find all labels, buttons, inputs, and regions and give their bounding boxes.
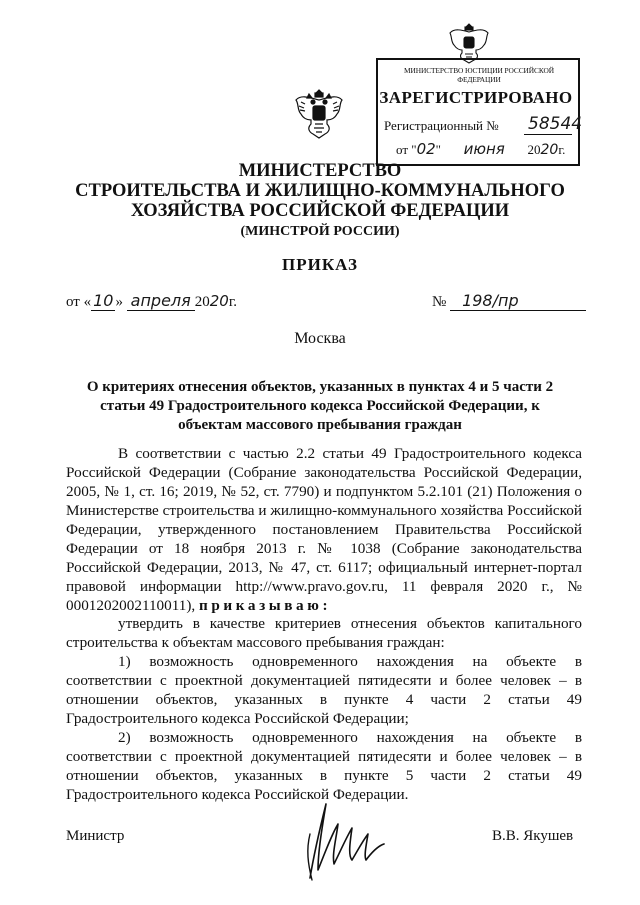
document-type: ПРИКАЗ <box>282 255 358 274</box>
header-ministry: МИНИСТЕРСТВО <box>238 161 402 181</box>
stamp-date-day: 02 <box>416 140 436 158</box>
stamp-date-month: июня <box>463 140 505 158</box>
paragraph: 1) возможность одновременного нахождения на объекте в соответствии с проектной документацией пятидесяти и более человек – в отношении объектов, указанных в пункте 4 части 2 статьи 49 Градостроительного кодекса Российской Федерации; <box>66 653 582 727</box>
signature-icon <box>292 794 392 889</box>
order-word: приказываю: <box>199 597 332 614</box>
city: Москва <box>294 330 346 347</box>
preamble: В соответствии с частью 2.2 статьи 49 Градостроительного кодекса Российской Федерации (Собрание законодательства Российской Федерации, 2005, № 1, ст. 16; 2019, № 52, ст. 7790) и подпунктом 5.2.101 (21) Положения о Министерстве строительства и жилищно-коммунального хозяйства Российской Федерации, утвержденного постановлением Правительства Российской Федерации от 18 ноября 2013 г. № 1038 (Собрание законодательства Российской Федерации, 2013, № 47, ст. 6117; официальный интернет-портал правовой информации http://www.pravo.gov.ru, 11 февраля 2020 г., № 0001202002110011), приказываю: <box>66 445 582 614</box>
document-title: О критериях отнесения объектов, указанных в пунктах 4 и 5 части 2 статьи 49 Градостроительного кодекса Российской Федерации, к объектам массового пребывания граждан <box>86 379 554 433</box>
order-number-value: 198/пр <box>450 291 586 311</box>
signature-position: Министр <box>66 828 125 844</box>
header-ministry-line3: ХОЗЯЙСТВА РОССИЙСКОЙ ФЕДЕРАЦИИ <box>130 201 510 221</box>
order-date: от « 10 » апреля 2020г. <box>66 291 238 310</box>
stamp-ministry: МИНИСТЕРСТВО ЮСТИЦИИ РОССИЙСКОЙ ФЕДЕРАЦИИ <box>404 66 554 84</box>
header-short-name: (МИНСТРОЙ РОССИИ) <box>240 224 400 239</box>
order-number: № 198/пр <box>432 291 586 311</box>
stamp-registered: ЗАРЕГИСТРИРОВАНО <box>379 88 573 107</box>
paragraph: утвердить в качестве критериев отнесения объектов капитального строительства к объектам массового пребывания граждан: <box>66 615 582 651</box>
stamp-date: от "02" июня 2020г. <box>396 140 566 158</box>
registration-stamp <box>376 58 583 166</box>
order-date-month: апреля <box>127 291 195 311</box>
coat-of-arms-icon <box>293 84 345 140</box>
stamp-reg-number: 58544 <box>528 114 583 134</box>
order-body <box>66 614 582 804</box>
header-ministry-line2: СТРОИТЕЛЬСТВА И ЖИЛИЩНО-КОММУНАЛЬНОГО <box>75 181 565 201</box>
stamp-reg-label: Регистрационный № <box>384 118 499 133</box>
paragraph: 2) возможность одновременного нахождения на объекте в соответствии с проектной документацией пятидесяти и более человек – в отношении объектов, указанных в пункте 5 части 2 статьи 49 Градостроительного кодекса Российской Федерации. <box>66 729 582 803</box>
order-date-day: 10 <box>93 291 114 310</box>
signature-name: В.В. Якушев <box>492 828 574 844</box>
